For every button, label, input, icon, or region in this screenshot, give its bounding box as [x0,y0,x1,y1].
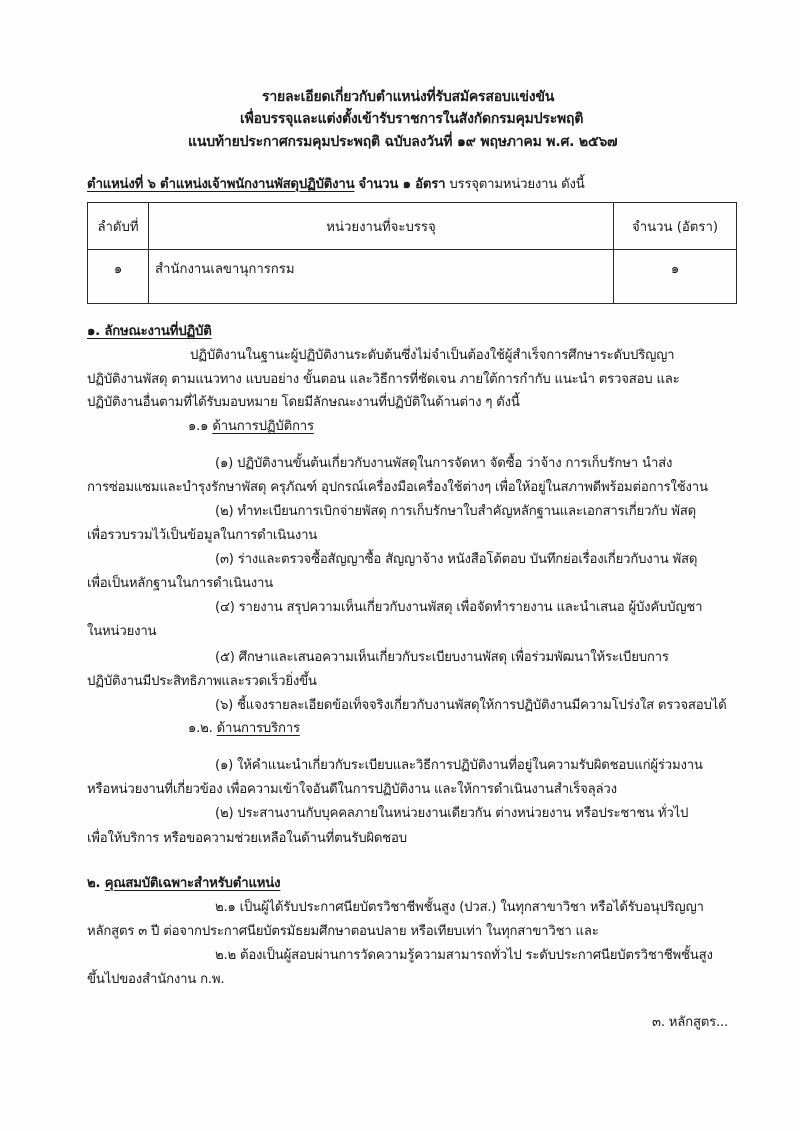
section2-line-1: ๒.๑ เป็นผู้ได้รับประกาศนียบัตรวิชาชีพชั้นสูง (ปวส.) ในทุกสาขาวิชา หรือได้รับอนุปริญญา [215,900,704,915]
subsection-1-1-number: ๑.๑ [188,419,209,434]
position-label: ตำแหน่งที่ ๖ ตำแหน่งเจ้าพนักงานพัสดุปฏิบัติงาน [87,177,355,192]
cell-order: ๑ [88,250,149,304]
section2-heading [87,875,280,893]
section1-intro-3: ปฏิบัติงานอื่นตามที่ได้รับมอบหมาย โดยมีลักษณะงานที่ปฏิบัติในด้านต่าง ๆ ดังนี้ [87,395,520,410]
cell-unit: สำนักงานเลขานุการกรม [149,250,614,304]
heading-line-1: รายละเอียดเกี่ยวกับตำแหน่งที่รับสมัครสอบแข่งขัน [262,89,555,105]
section2-line-3: ๒.๒ ต้องเป็นผู้สอบผ่านการวัดความรู้ความสามารถทั่วไป ระดับประกาศนียบัตรวิชาชีพชั้นสูง [215,948,713,963]
sub1-line-9: (๕) ศึกษาและเสนอความเห็นเกี่ยวกับระเบียบงานพัสดุ เพื่อร่วมพัฒนาให้ระเบียบการ [215,650,669,665]
sub1-line-8: ในหน่วยงาน [87,624,157,639]
section2-line-4: ขึ้นไปของสำนักงาน ก.พ. [87,972,225,987]
section1-intro-1: ปฏิบัติงานในฐานะผู้ปฏิบัติงานระดับต้นซึ่งไม่จำเป็นต้องใช้ผู้สำเร็จการศึกษาระดับปริญญา [190,348,675,363]
sub2-line-3: (๒) ประสานงานกับบุคคลภายในหน่วยงานเดียวกัน ต่างหน่วยงาน หรือประชาชน ทั่วไป [215,806,689,821]
subsection-1-2-number: ๑.๒. [188,721,213,736]
sub1-line-2: การซ่อมแซมและบำรุงรักษาพัสดุ ครุภัณฑ์ อุปกรณ์เครื่องมือเครื่องใช้ต่างๆ เพื่อให้อยู่ในสภาพดีพร้อมต่อการใช้งาน [87,480,708,495]
section2-number: ๒. [87,876,101,891]
sub2-line-4: เพื่อให้บริการ หรือขอความช่วยเหลือในด้านที่ตนรับผิดชอบ [87,831,407,846]
sub1-line-7: (๔) รายงาน สรุปความเห็นเกี่ยวกับงานพัสดุ เพื่อจัดทำรายงาน และนำเสนอ ผู้บังคับบัญชา [215,600,703,615]
table-header-row [88,203,737,250]
heading-line-2: เพื่อบรรจุและแต่งตั้งเข้ารับราชการในสังกัดกรมคุมประพฤติ [240,111,584,127]
sub1-line-5: (๓) ร่างและตรวจซื้อสัญญาซื้อ สัญญาจ้าง หนังสือโต้ตอบ บันทึกย่อเรื่องเกี่ยวกับงาน พัสดุ [215,552,698,567]
subsection-1-2-heading [188,720,300,738]
sub1-line-1: (๑) ปฏิบัติงานขั้นต้นเกี่ยวกับงานพัสดุในการจัดหา จัดซื้อ ว่าจ้าง การเก็บรักษา นำส่ง [215,456,673,471]
position-line [87,176,585,194]
sub1-line-10: ปฏิบัติงานมีประสิทธิภาพและรวดเร็วยิ่งขึ้น [87,674,317,689]
sub1-line-6: เพื่อเป็นหลักฐานในการดำเนินงาน [87,576,273,591]
position-count: จำนวน ๑ อัตรา [358,177,446,192]
sub1-line-11: (๖) ชี้แจงรายละเอียดข้อเท็จจริงเกี่ยวกับงานพัสดุให้การปฏิบัติงานมีความโปร่งใส ตรวจสอบได้ [215,698,727,713]
position-rest: บรรจุตามหน่วยงาน ดังนี้ [449,177,585,192]
section2-line-2: หลักสูตร ๓ ปี ต่อจากประกาศนียบัตรมัธยมศึกษาตอนปลาย หรือเทียบเท่า ในทุกสาขาวิชา และ [87,924,599,939]
header-order: ลำดับที่ [88,203,149,250]
section1-intro-2: ปฏิบัติงานพัสดุ ตามแนวทาง แบบอย่าง ขั้นตอน และวิธีการที่ชัดเจน ภายใต้การกำกับ แนะนำ ตรวจสอบ และ [87,372,680,387]
table-row [88,250,737,304]
subsection-1-2-title: ด้านการบริการ [216,721,300,736]
cell-count: ๑ [614,250,737,304]
sub2-line-2: หรือหน่วยงานที่เกี่ยวข้อง เพื่อความเข้าใจอันดีในการปฏิบัติงาน และให้การดำเนินงานสำเร็จลุล่วง [87,782,617,797]
header-count: จำนวน (อัตรา) [614,203,737,250]
subsection-1-1-heading [188,418,314,436]
header-unit: หน่วยงานที่จะบรรจุ [149,203,614,250]
position-table [87,202,737,304]
continuation-marker: ๓. หลักสูตร... [652,1015,729,1030]
section2-title: คุณสมบัติเฉพาะสำหรับตำแหน่ง [104,876,281,891]
subsection-1-1-title: ด้านการปฏิบัติการ [212,419,314,434]
sub2-line-1: (๑) ให้คำแนะนำเกี่ยวกับระเบียบและวิธีการปฏิบัติงานที่อยู่ในความรับผิดชอบแก่ผู้ร่วมงาน [215,758,703,773]
sub1-line-4: เพื่อรวบรวมไว้เป็นข้อมูลในการดำเนินงาน [87,528,318,543]
sub1-line-3: (๒) ทำทะเบียนการเบิกจ่ายพัสดุ การเก็บรักษาใบสำคัญหลักฐานและเอกสารเกี่ยวกับ พัสดุ [215,504,696,519]
section1-title: ๑. ลักษณะงานที่ปฏิบัติ [87,324,212,339]
heading-line-3: แนบท้ายประกาศกรมคุมประพฤติ ฉบับลงวันที่ ๑๙ พฤษภาคม พ.ศ. ๒๕๖๗ [188,134,618,150]
